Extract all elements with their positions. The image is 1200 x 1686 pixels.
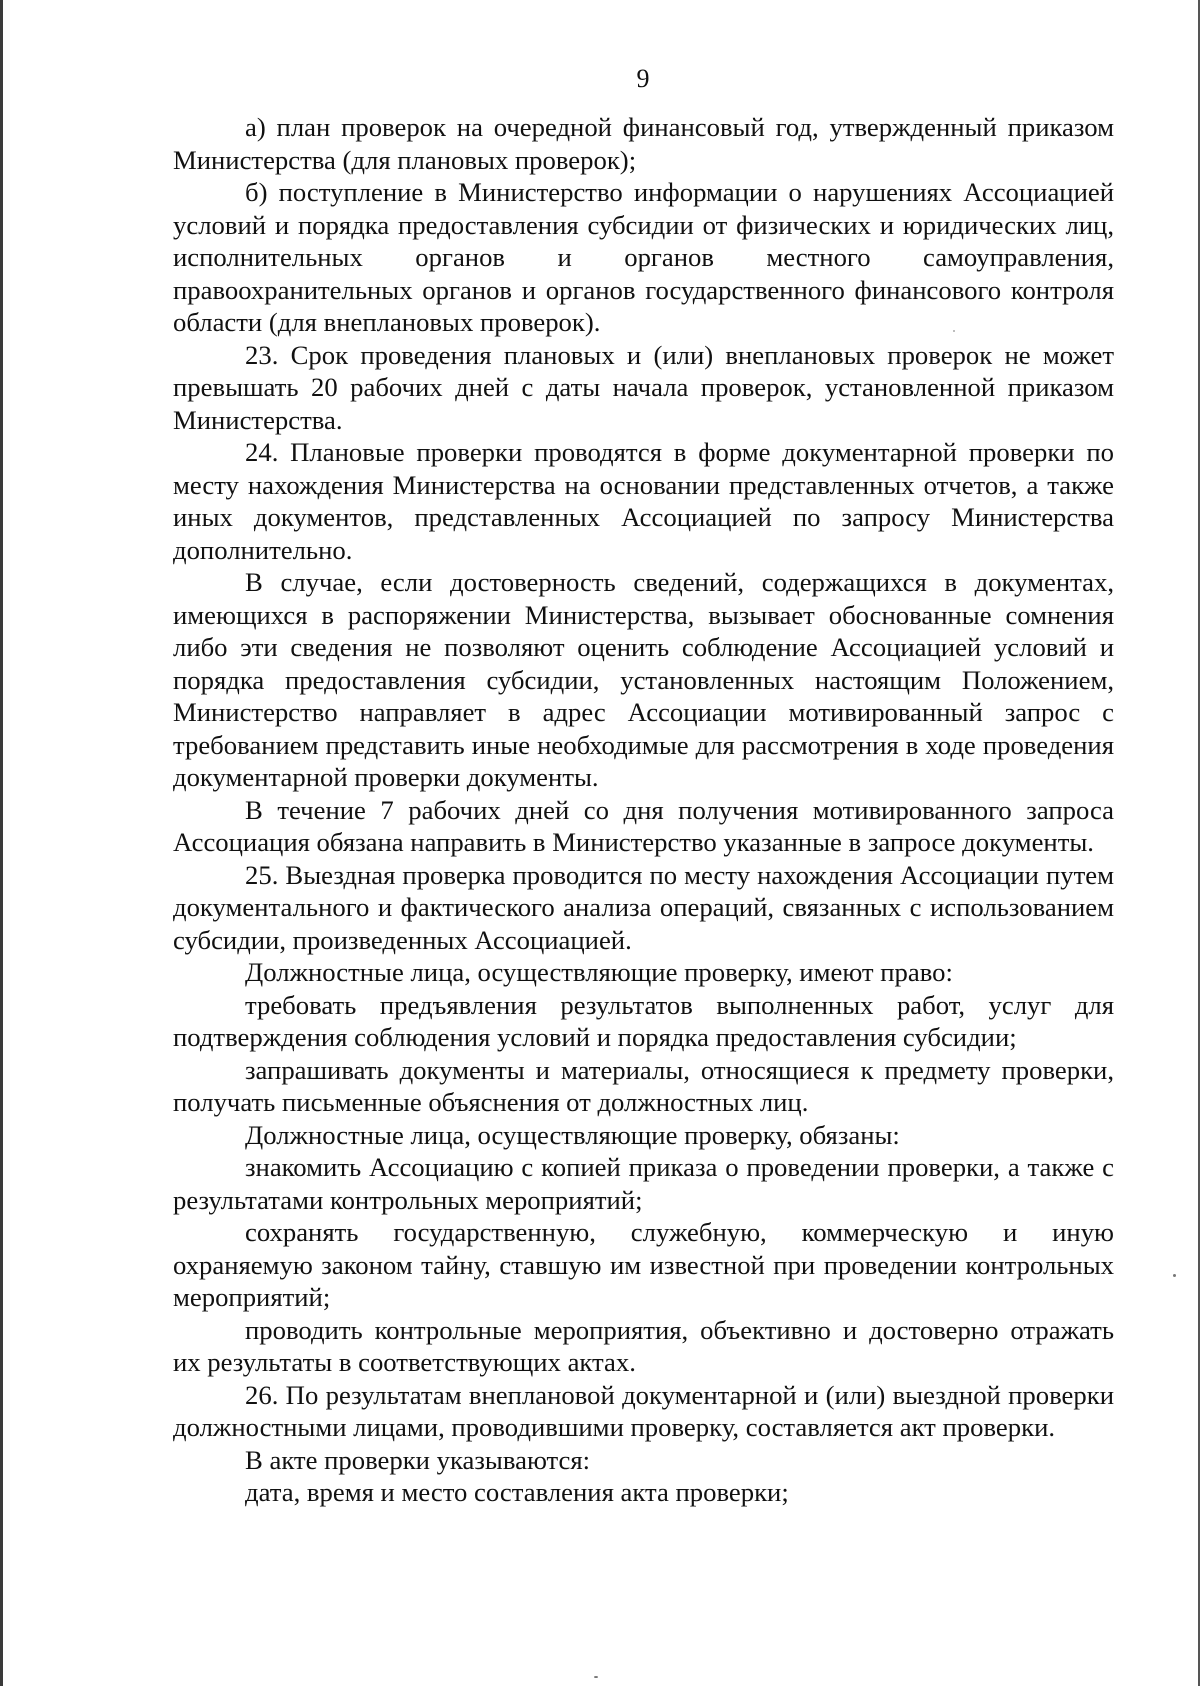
paragraph-26-item-1: дата, время и место составления акта проверки; [245,1477,789,1507]
paragraph-25-duty-2: сохранять государственную, служебную, коммерческую и иную охраняемую законом тайну, ставшую им известной при проведении контрольных мероприятий; [173,1217,1114,1312]
paragraph-25-right-1: требовать предъявления результатов выполненных работ, услуг для подтверждения соблюдения условий и порядка предоставления субсидии; [173,989,1114,1052]
document-body [173,111,1114,1509]
paragraph-24-doubt: В случае, если достоверность сведений, содержащихся в документах, имеющихся в распоряжении Министерства, вызывает обоснованные сомнения либо эти сведения не позволяют оценить соблюдение Ассоциацией условий и порядка предоставления субсидии, установленных настоящим Положением, Министерство направляет в адрес Ассоциации мотивированный запрос с требованием представить иные необходимые для рассмотрения в ходе проведения документарной проверки документы. [173,567,1114,792]
scan-speck [953,330,955,332]
paragraph-26-contents-heading: В акте проверки указываются: [245,1444,591,1475]
paragraph-24-deadline: В течение 7 рабочих дней со дня получения мотивированного запроса Ассоциация обязана направить в Министерство указанные в запросе документы. [173,794,1114,857]
page-number: 9 [636,64,650,93]
paragraph-24: 24. Плановые проверки проводятся в форме документарной проверки по месту нахождения Министерства на основании представленных отчетов, а также иных документов, представленных Ассоциацией по запросу Министерства дополнительно. [173,437,1114,565]
paragraph-25-duty-1: знакомить Ассоциацию с копией приказа о проведении проверки, а также с результатами контрольных мероприятий; [173,1152,1114,1215]
scan-edge-left [0,0,3,1686]
paragraph-25-duties-heading: Должностные лица, осуществляющие проверку, обязаны: [245,1119,900,1150]
paragraph-25-rights-heading: Должностные лица, осуществляющие проверку, имеют право: [245,957,953,987]
paragraph-25: 25. Выездная проверка проводится по месту нахождения Ассоциации путем документального и фактического анализа операций, связанных с использованием субсидии, произведенных Ассоциацией. [173,859,1114,955]
paragraph-23: 23. Срок проведения плановых и (или) внеплановых проверок не может превышать 20 рабочих дней с даты начала проверок, установленной приказом Министерства. [173,339,1114,435]
paragraph-22b: б) поступление в Министерство информации о нарушениях Ассоциацией условий и порядка предоставления субсидии от физических и юридических лиц, исполнительных органов и органов местного самоуправления, правоохранительных органов и органов государственного финансового контроля области (для внеплановых проверок). [173,177,1114,337]
scan-speck [1173,1274,1176,1277]
scan-speck [594,1676,598,1678]
paragraph-22a: а) план проверок на очередной финансовый год, утвержденный приказом Министерства (для плановых проверок); [173,112,1114,175]
paragraph-26: 26. По результатам внеплановой документарной и (или) выездной проверки должностными лицами, проводившими проверку, составляется акт проверки. [173,1379,1114,1442]
paragraph-25-right-2: запрашивать документы и материалы, относящиеся к предмету проверки, получать письменные объяснения от должностных лиц. [173,1054,1114,1117]
paragraph-25-duty-3: проводить контрольные мероприятия, объективно и достоверно отражать их результаты в соответствующих актах. [173,1314,1114,1377]
